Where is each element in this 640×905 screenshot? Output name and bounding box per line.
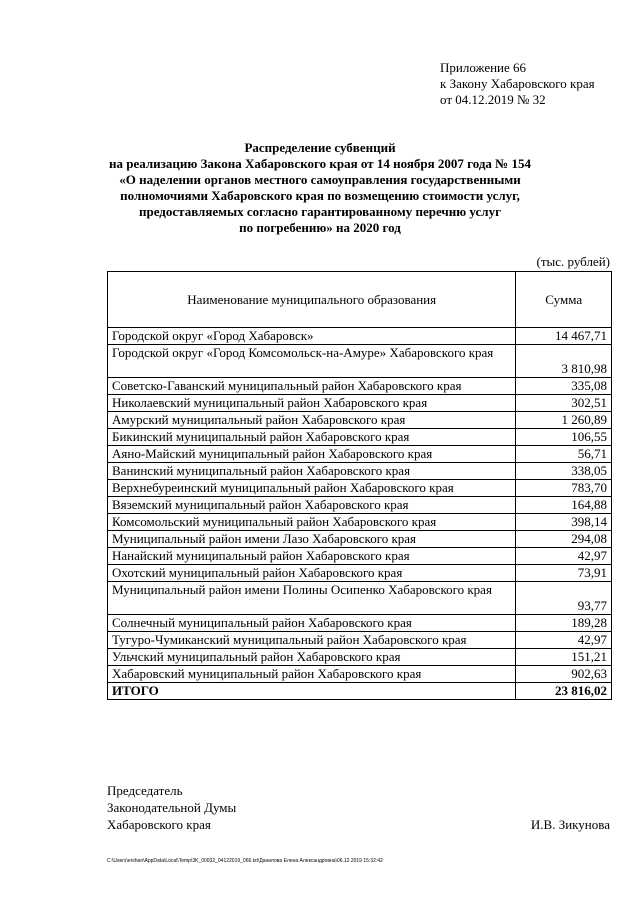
row-name: Городской округ «Город Комсомольск-на-Амуре» Хабаровского края — [108, 345, 516, 378]
table-row — [108, 582, 612, 615]
row-sum: 164,88 — [516, 497, 612, 514]
row-sum: 189,28 — [516, 615, 612, 632]
row-sum: 783,70 — [516, 480, 612, 497]
title-line: на реализацию Закона Хабаровского края от 14 ноября 2007 года № 154 — [109, 156, 531, 171]
row-sum: 335,08 — [516, 378, 612, 395]
row-name: Муниципальный район имени Лазо Хабаровского края — [108, 531, 516, 548]
row-name: Советско-Гаванский муниципальный район Хабаровского края — [108, 378, 516, 395]
row-sum: 73,91 — [516, 565, 612, 582]
row-sum: 398,14 — [516, 514, 612, 531]
header-sum: Сумма — [516, 272, 612, 328]
title-line: полномочиями Хабаровского края по возмещению стоимости услуг, — [120, 188, 520, 203]
table-row — [108, 548, 612, 565]
annex-law-ref: к Закону Хабаровского края — [440, 76, 595, 91]
row-name: Ульчский муниципальный район Хабаровского края — [108, 649, 516, 666]
signature-body: Законодательной Думы — [107, 800, 237, 815]
table-row — [108, 531, 612, 548]
row-name: Городской округ «Город Хабаровск» — [108, 328, 516, 345]
row-name: Солнечный муниципальный район Хабаровского края — [108, 615, 516, 632]
row-name: Верхнебуреинский муниципальный район Хабаровского края — [108, 480, 516, 497]
row-sum: 151,21 — [516, 649, 612, 666]
total-label: ИТОГО — [108, 683, 516, 700]
row-name: Амурский муниципальный район Хабаровского края — [108, 412, 516, 429]
title-line: предоставляемых согласно гарантированному перечню услуг — [138, 204, 501, 219]
header-name: Наименование муниципального образования — [108, 272, 516, 328]
row-name: Вяземский муниципальный район Хабаровского края — [108, 497, 516, 514]
table-row — [108, 328, 612, 345]
row-sum: 56,71 — [516, 446, 612, 463]
table-row — [108, 412, 612, 429]
row-name: Комсомольский муниципальный район Хабаровского края — [108, 514, 516, 531]
row-name: Охотский муниципальный район Хабаровского края — [108, 565, 516, 582]
table-row — [108, 463, 612, 480]
row-sum: 42,97 — [516, 548, 612, 565]
row-name: Тугуро-Чумиканский муниципальный район Хабаровского края — [108, 632, 516, 649]
table-row — [108, 395, 612, 412]
table-row — [108, 632, 612, 649]
title-line: «О наделении органов местного самоуправления государственными — [119, 172, 521, 187]
table-row — [108, 378, 612, 395]
row-name: Бикинский муниципальный район Хабаровского края — [108, 429, 516, 446]
unit-label: (тыс. рублей) — [536, 254, 610, 269]
row-sum: 302,51 — [516, 395, 612, 412]
table-row — [108, 480, 612, 497]
row-sum: 902,63 — [516, 666, 612, 683]
signature-block — [107, 782, 236, 833]
table-row — [108, 429, 612, 446]
document-title — [100, 140, 540, 236]
annex-number: Приложение 66 — [440, 60, 527, 75]
total-row — [108, 683, 612, 700]
signature-region: Хабаровского края — [107, 817, 211, 832]
row-name: Ванинский муниципальный район Хабаровского края — [108, 463, 516, 480]
row-sum: 42,97 — [516, 632, 612, 649]
row-sum: 3 810,98 — [516, 345, 612, 378]
row-sum: 294,08 — [516, 531, 612, 548]
row-sum: 338,05 — [516, 463, 612, 480]
table-row — [108, 497, 612, 514]
title-line: Распределение субвенций — [244, 140, 396, 155]
row-sum: 1 260,89 — [516, 412, 612, 429]
row-name: Муниципальный район имени Полины Осипенко Хабаровского края — [108, 582, 516, 615]
title-line: по погребению» на 2020 год — [239, 220, 401, 235]
row-sum: 14 467,71 — [516, 328, 612, 345]
subvention-table — [107, 271, 612, 700]
row-name: Нанайский муниципальный район Хабаровского края — [108, 548, 516, 565]
table-row — [108, 514, 612, 531]
table-header-row — [108, 272, 612, 328]
table-row — [108, 649, 612, 666]
row-name: Хабаровский муниципальный район Хабаровского края — [108, 666, 516, 683]
table-row — [108, 446, 612, 463]
row-sum: 106,55 — [516, 429, 612, 446]
footer-file-path: C:\Users\ershan\AppData\Local\Temp\3K_00032_04122019_066.txt\Данилова Елена Александровна\06.12.2019 15:32:42 — [107, 858, 383, 864]
total-sum: 23 816,02 — [516, 683, 612, 700]
annex-header — [440, 60, 595, 108]
annex-date: от 04.12.2019 № 32 — [440, 92, 546, 107]
table-row — [108, 565, 612, 582]
row-sum: 93,77 — [516, 582, 612, 615]
row-name: Николаевский муниципальный район Хабаровского края — [108, 395, 516, 412]
row-name: Аяно-Майский муниципальный район Хабаровского края — [108, 446, 516, 463]
table-row — [108, 345, 612, 378]
table-row — [108, 666, 612, 683]
signature-position: Председатель — [107, 783, 183, 798]
signer-name: И.В. Зикунова — [530, 817, 610, 832]
table-row — [108, 615, 612, 632]
